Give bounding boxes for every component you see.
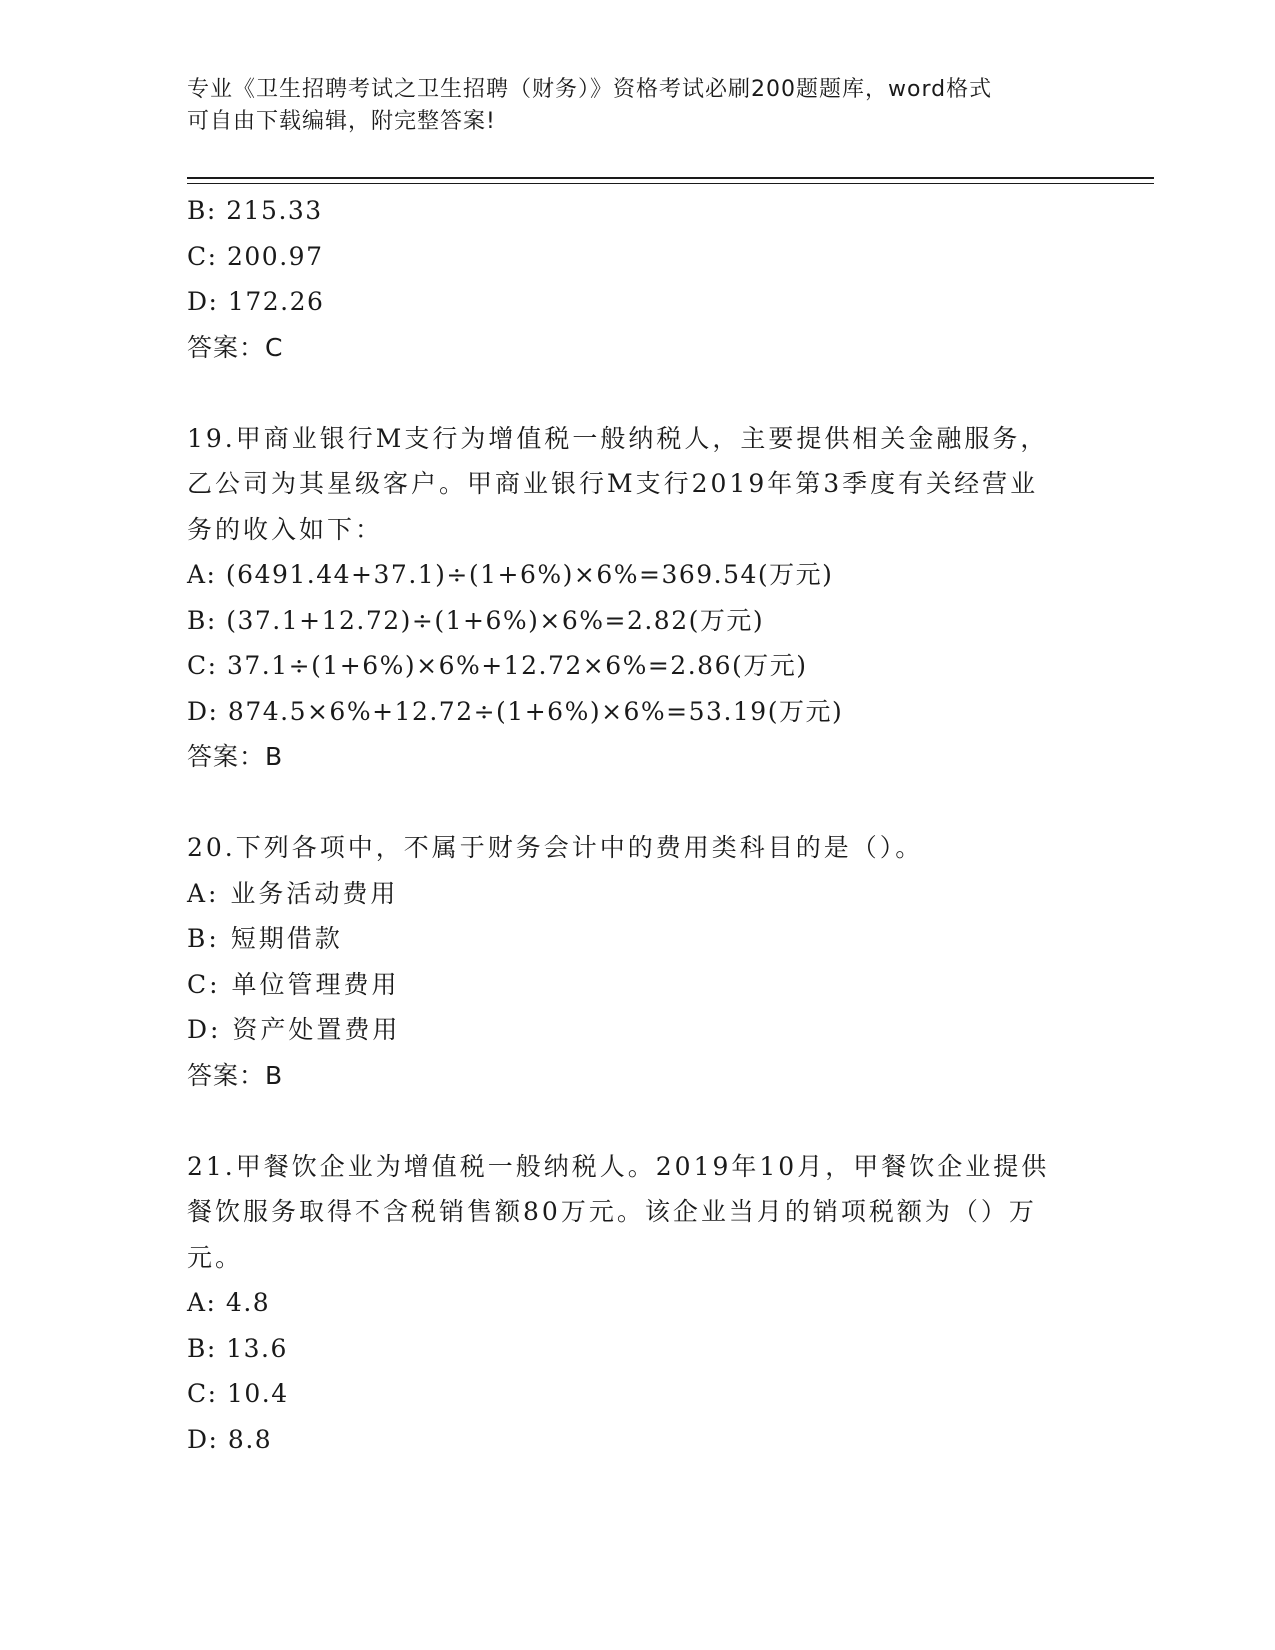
question-19-option-d: D: 874.5×6%+12.72÷(1+6%)×6%=53.19(万元) [187,696,844,726]
question-content [187,188,1087,1462]
question-18-option-b: B: 215.33 [187,196,323,225]
question-19-stem-line-3: 务的收入如下： [187,514,384,544]
header-divider-thin [187,183,1154,184]
header-title-line-2: 可自由下载编辑，附完整答案! [187,109,496,134]
question-19-stem-line-2: 乙公司为其星级客户。甲商业银行M支行2019年第3季度有关经营业 [187,469,1039,498]
question-21-stem-line-3: 元。 [187,1242,244,1272]
question-20-option-c: C: 单位管理费用 [187,969,400,999]
question-20-option-b: B: 短期借款 [187,924,343,953]
question-21-stem-line-2: 餐饮服务取得不含税销售额80万元。该企业当月的销项税额为（）万 [187,1197,1037,1226]
spacer [187,780,1087,826]
question-21-option-b: B: 13.6 [187,1333,288,1363]
question-18-tail [187,188,1087,370]
question-20-option-d: D: 资产处置费用 [187,1015,401,1044]
question-21-option-d: D: 8.8 [187,1424,273,1454]
question-19-option-b: B: (37.1+12.72)÷(1+6%)×6%=2.82(万元) [187,605,765,635]
question-19-answer: 答案：B [187,742,284,771]
question-21 [187,1144,1087,1463]
question-20-stem-line-1: 20.下列各项中，不属于财务会计中的费用类科目的是（）。 [187,833,924,862]
header-title-line-1: 专业《卫生招聘考试之卫生招聘（财务）》资格考试必刷200题题库，word格式 [187,77,993,102]
question-21-option-a: A: 4.8 [187,1288,271,1317]
question-18-option-d: D: 172.26 [187,287,325,316]
question-19-option-c: C: 37.1÷(1+6%)×6%+12.72×6%=2.86(万元) [187,651,808,680]
document-header [187,74,1067,138]
question-20-option-a: A: 业务活动费用 [187,878,399,908]
spacer [187,370,1087,416]
question-21-option-c: C: 10.4 [187,1379,289,1408]
question-19 [187,416,1087,780]
question-21-stem-line-1: 21.甲餐饮企业为增值税一般纳税人。2019年10月，甲餐饮企业提供 [187,1151,1050,1181]
question-18-option-c: C: 200.97 [187,241,324,271]
question-18-answer: 答案：C [187,332,284,362]
header-divider-thick [187,177,1154,179]
question-20 [187,825,1087,1098]
spacer [187,1098,1087,1144]
question-19-stem-line-1: 19.甲商业银行M支行为增值税一般纳税人，主要提供相关金融服务， [187,423,1049,453]
question-19-option-a: A: (6491.44+37.1)÷(1+6%)×6%=369.54(万元) [187,560,834,589]
question-20-answer: 答案：B [187,1060,284,1090]
